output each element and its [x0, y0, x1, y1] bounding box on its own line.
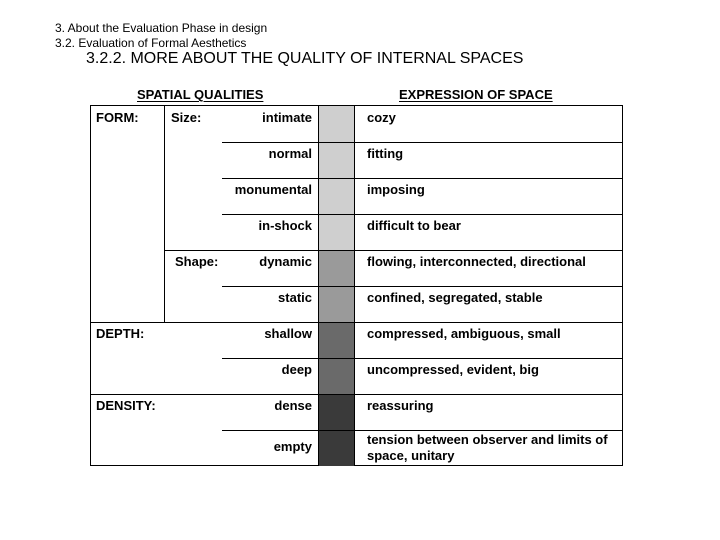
grid-line [222, 358, 623, 359]
page-title: 3.2.2. MORE ABOUT THE QUALITY OF INTERNAL SPACES [86, 50, 524, 67]
quality-cell: dense [274, 398, 312, 413]
group-label-form: FORM: [96, 110, 139, 125]
expression-cell: fitting [367, 146, 404, 161]
spatial-qualities-table [90, 105, 623, 466]
breadcrumb-section: 3. About the Evaluation Phase in design [55, 21, 268, 35]
expression-cell: difficult to bear [367, 218, 461, 233]
expression-cell: cozy [367, 110, 396, 125]
grid-line [222, 142, 623, 143]
expression-cell: imposing [367, 182, 425, 197]
quality-cell: empty [273, 439, 312, 454]
grid-line [222, 430, 623, 431]
quality-cell: normal [268, 146, 312, 161]
group-label-density: DENSITY: [96, 398, 156, 413]
grid-line [164, 106, 165, 322]
column-header-spatial-qualities: SPATIAL QUALITIES [137, 87, 264, 102]
quality-cell: deep [281, 362, 312, 377]
expression-cell: uncompressed, evident, big [367, 362, 539, 377]
grid-line [222, 286, 623, 287]
expression-cell: reassuring [367, 398, 434, 413]
grid-line [91, 394, 623, 395]
grid-line [222, 178, 623, 179]
grid-line [222, 214, 623, 215]
quality-cell: shallow [264, 326, 312, 341]
quality-cell: static [278, 290, 312, 305]
quality-cell: monumental [234, 182, 312, 197]
quality-cell: dynamic [259, 254, 312, 269]
grid-line [164, 250, 623, 251]
expression-cell: compressed, ambiguous, small [367, 326, 561, 341]
column-header-expression-of-space: EXPRESSION OF SPACE [399, 87, 553, 102]
group-label-shape: Shape: [175, 254, 219, 269]
group-label-size: Size: [171, 110, 202, 125]
quality-cell: in-shock [258, 218, 312, 233]
group-label-depth: DEPTH: [96, 326, 145, 341]
expression-cell: flowing, interconnected, directional [367, 254, 586, 269]
grid-line [91, 322, 623, 323]
expression-cell: confined, segregated, stable [367, 290, 543, 305]
expression-cell: tension between observer and limits of space, unitary [367, 432, 608, 463]
breadcrumb-subsection: 3.2. Evaluation of Formal Aesthetics [55, 36, 247, 50]
quality-cell: intimate [262, 110, 312, 125]
